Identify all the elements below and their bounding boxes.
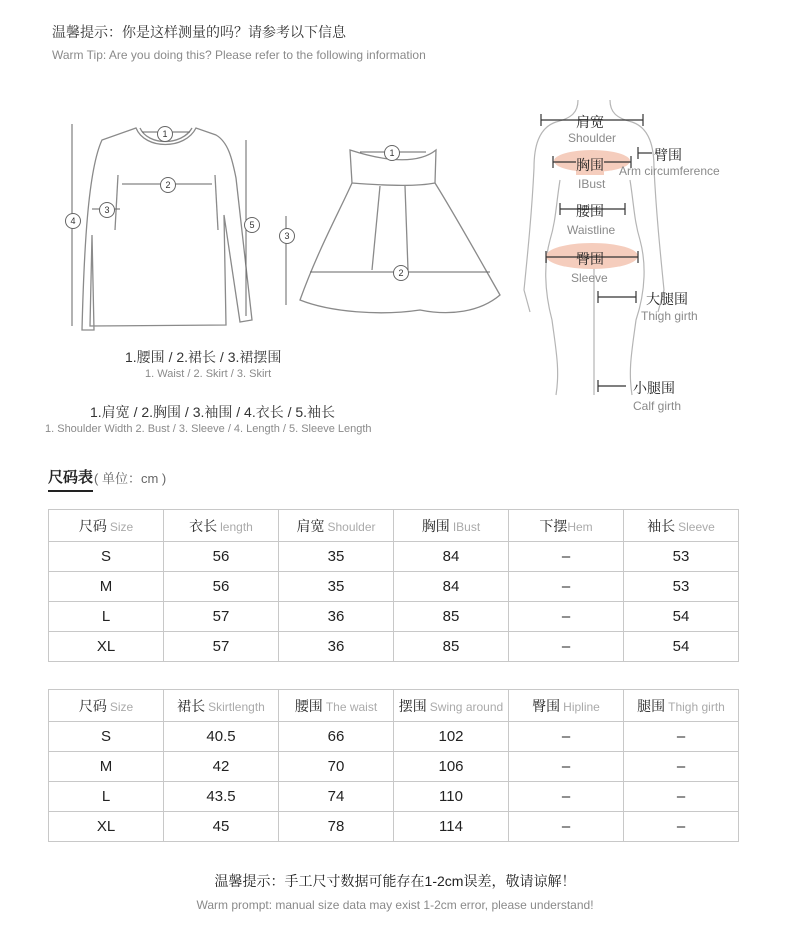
table-cell: – <box>509 812 624 842</box>
shirt-marker-3: 3 <box>99 202 115 218</box>
table-row <box>49 542 739 572</box>
table-cell: – <box>509 722 624 752</box>
table-cell: 70 <box>279 752 394 782</box>
table-cell: 56 <box>164 542 279 572</box>
table-cell: M <box>49 752 164 782</box>
shirt-measure-lines <box>72 124 246 326</box>
table-cell: 57 <box>164 602 279 632</box>
shirt-marker-4: 4 <box>65 213 81 229</box>
table-cell: – <box>624 812 739 842</box>
table-row <box>49 632 739 662</box>
table-cell: 57 <box>164 632 279 662</box>
table-cell: – <box>624 752 739 782</box>
header-hem: 下摆Hem <box>509 510 624 542</box>
top-caption-en: 1. Shoulder Width 2. Bust / 3. Sleeve / 4. Length / 5. Sleeve Length <box>45 423 372 435</box>
body-shoulder-label: 肩宽 <box>576 114 604 130</box>
tip-subtitle: Warm Tip: Are you doing this? Please refer to the following information <box>52 48 426 62</box>
table-cell: 36 <box>279 632 394 662</box>
table-cell: 106 <box>394 752 509 782</box>
table-cell: M <box>49 572 164 602</box>
shirt-marker-2: 2 <box>160 177 176 193</box>
table-cell: 84 <box>394 542 509 572</box>
skirt-caption-en: 1. Waist / 2. Skirt / 3. Skirt <box>145 368 272 380</box>
footer-note: 温馨提示：手工尺寸数据可能存在1-2cm误差，敬请谅解！ <box>214 873 576 889</box>
body-bust-label: 胸围 <box>576 157 604 173</box>
table-row <box>49 782 739 812</box>
body-arm-label: 臂围 <box>654 147 682 163</box>
table-cell: 56 <box>164 572 279 602</box>
table-row <box>49 722 739 752</box>
table-cell: 42 <box>164 752 279 782</box>
table-header-row <box>49 690 739 722</box>
table-header-row <box>49 510 739 542</box>
body-bust-en: IBust <box>578 177 606 191</box>
table-cell: 114 <box>394 812 509 842</box>
header-skirt-length: 裙长 Skirtlength <box>164 690 279 722</box>
table-cell: 78 <box>279 812 394 842</box>
table-cell: 36 <box>279 602 394 632</box>
table-cell: – <box>509 782 624 812</box>
table-cell: 53 <box>624 542 739 572</box>
body-hip-en: Sleeve <box>571 271 608 285</box>
table-cell: – <box>509 632 624 662</box>
table-cell: S <box>49 542 164 572</box>
table-cell: 102 <box>394 722 509 752</box>
table-cell: 85 <box>394 602 509 632</box>
header-shoulder: 肩宽 Shoulder <box>279 510 394 542</box>
body-waist-en: Waistline <box>567 223 616 237</box>
table-cell: L <box>49 782 164 812</box>
body-shoulder-en: Shoulder <box>568 131 617 145</box>
table-cell: – <box>509 542 624 572</box>
header-size: 尺码 Size <box>49 510 164 542</box>
table-cell: 54 <box>624 602 739 632</box>
footer-note-en: Warm prompt: manual size data may exist 1-2cm error, please understand! <box>196 898 594 912</box>
body-waist-label: 腰围 <box>576 203 604 219</box>
size-chart-title: 尺码表 <box>48 466 93 492</box>
skirt-marker-3: 3 <box>279 228 295 244</box>
table-cell: 110 <box>394 782 509 812</box>
header-hipline: 臀围 Hipline <box>509 690 624 722</box>
table-cell: 43.5 <box>164 782 279 812</box>
header-sleeve: 袖长 Sleeve <box>624 510 739 542</box>
body-arm-en: Arm circumference <box>619 164 720 178</box>
table-cell: 35 <box>279 542 394 572</box>
table-row <box>49 602 739 632</box>
shirt-illustration <box>82 128 252 330</box>
header-size: 尺码 Size <box>49 690 164 722</box>
header-waist: 腰围 The waist <box>279 690 394 722</box>
body-calf-label: 小腿围 <box>633 380 675 396</box>
top-size-table <box>48 509 739 662</box>
skirt-marker-1: 1 <box>384 145 400 161</box>
table-cell: S <box>49 722 164 752</box>
skirt-illustration <box>300 150 500 313</box>
table-cell: XL <box>49 812 164 842</box>
table-cell: – <box>624 722 739 752</box>
header-thigh: 腿围 Thigh girth <box>624 690 739 722</box>
table-cell: 45 <box>164 812 279 842</box>
table-cell: 35 <box>279 572 394 602</box>
size-chart-unit: ( 单位：cm ) <box>94 471 167 486</box>
skirt-marker-2: 2 <box>393 265 409 281</box>
top-caption: 1.肩宽 / 2.胸围 / 3.袖围 / 4.衣长 / 5.袖长 <box>90 404 336 420</box>
bottom-size-table <box>48 689 739 842</box>
skirt-measure-lines <box>286 152 490 305</box>
shirt-marker-1: 1 <box>157 126 173 142</box>
table-row <box>49 572 739 602</box>
skirt-caption: 1.腰围 / 2.裙长 / 3.裙摆围 <box>125 349 282 365</box>
table-cell: 40.5 <box>164 722 279 752</box>
header-swing: 摆围 Swing around <box>394 690 509 722</box>
header-bust: 胸围 IBust <box>394 510 509 542</box>
body-thigh-en: Thigh girth <box>641 309 698 323</box>
table-cell: – <box>509 752 624 782</box>
header-length: 衣长 length <box>164 510 279 542</box>
table-row <box>49 752 739 782</box>
table-cell: L <box>49 602 164 632</box>
table-cell: – <box>509 572 624 602</box>
body-thigh-label: 大腿围 <box>646 291 688 307</box>
table-cell: 53 <box>624 572 739 602</box>
table-cell: 74 <box>279 782 394 812</box>
table-cell: 54 <box>624 632 739 662</box>
table-cell: XL <box>49 632 164 662</box>
table-cell: 85 <box>394 632 509 662</box>
table-cell: – <box>509 602 624 632</box>
tip-title: 温馨提示：你是这样测量的吗？请参考以下信息 <box>52 24 346 40</box>
table-row <box>49 812 739 842</box>
table-cell: – <box>624 782 739 812</box>
table-cell: 84 <box>394 572 509 602</box>
body-hip-label: 臀围 <box>576 251 604 267</box>
body-calf-en: Calf girth <box>633 399 682 413</box>
table-cell: 66 <box>279 722 394 752</box>
shirt-marker-5: 5 <box>244 217 260 233</box>
